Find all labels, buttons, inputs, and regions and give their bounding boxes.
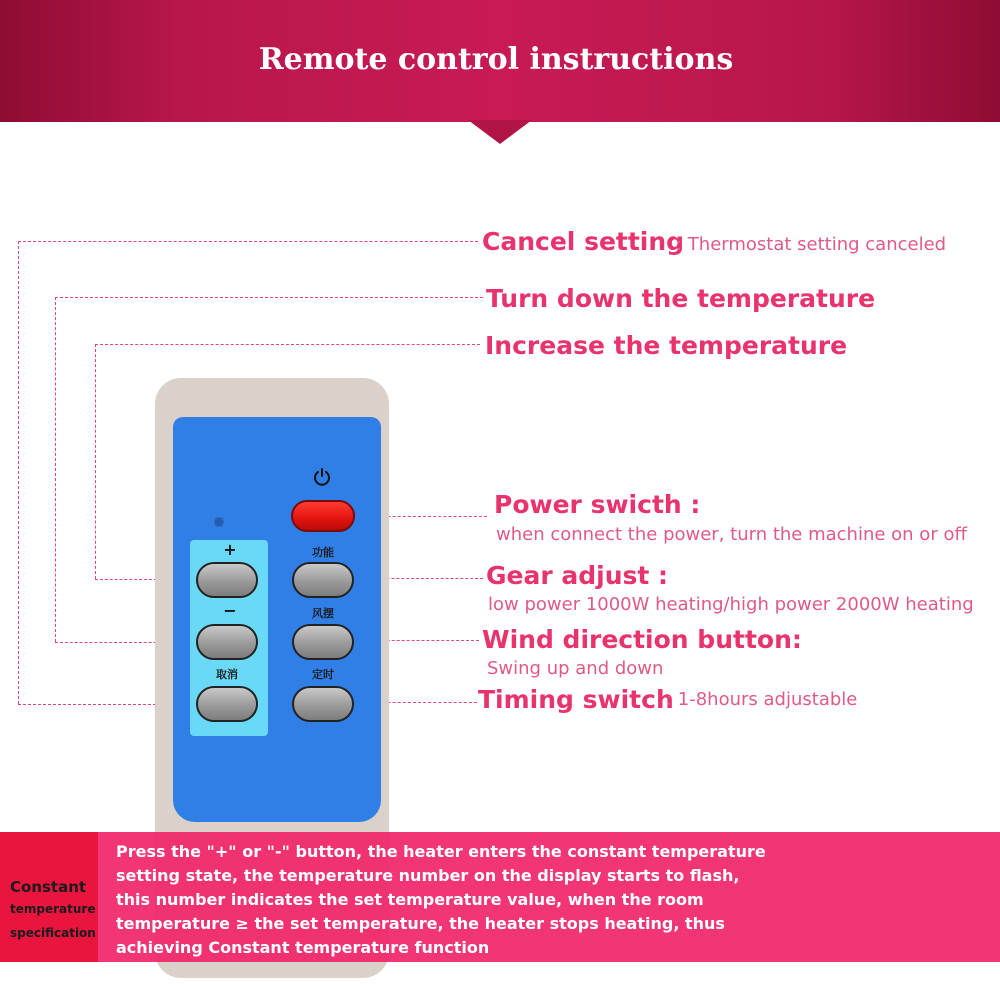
gear-button[interactable] [292,562,354,598]
callout-power-desc: when connect the power, turn the machine on or off [496,524,967,545]
spec-label-line3: specification [10,926,96,940]
spec-description [116,840,856,960]
callout-turn-down-title: Turn down the temperature [486,284,876,313]
indicator-led [214,517,224,527]
cancel-button[interactable] [196,686,258,722]
leader-down-h [55,297,483,298]
callout-power-title: Power swicth : [494,490,701,519]
callout-increase-title: Increase the temperature [485,331,848,360]
spec-line: this number indicates the set temperature value, when the room [116,890,704,909]
spec-line: achieving Constant temperature function [116,938,490,957]
spec-line: Press the "+" or "-" button, the heater enters the constant temperature [116,842,766,861]
leader-up-v [95,344,96,579]
spec-line: setting state, the temperature number on the display starts to flash, [116,866,740,885]
callout-wind-desc: Swing up and down [487,658,664,679]
spec-label-panel [0,832,98,962]
power-button[interactable] [291,500,355,532]
cancel-label: 取消 [216,668,238,681]
power-icon [313,468,331,486]
leader-cancel-h [18,241,478,242]
callout-cancel-title: Cancel setting [482,227,685,256]
timing-button[interactable] [292,686,354,722]
timer-label: 定时 [312,668,334,681]
banner-notch [468,120,532,144]
leader-up-h [95,344,480,345]
spec-line: temperature ≥ the set temperature, the heater stops heating, thus [116,914,725,933]
plus-button[interactable] [196,562,258,598]
plus-label: + [223,540,237,559]
callout-gear-desc: low power 1000W heating/high power 2000W heating [488,594,974,615]
callout-gear-title: Gear adjust : [486,561,669,590]
leader-cancel-v [18,241,19,704]
wind-direction-button[interactable] [292,624,354,660]
callout-cancel-desc: : Thermostat setting canceled [676,234,947,255]
callout-timing-title: Timing switch [478,685,674,714]
callout-wind-title: Wind direction button: [482,625,802,654]
spec-label-line1: Constant [10,878,87,896]
wind-label: 风摆 [312,607,334,620]
function-label: 功能 [312,546,334,559]
minus-label: − [223,601,237,620]
page-title: Remote control instructions [258,42,734,77]
minus-button[interactable] [196,624,258,660]
leader-down-v [55,297,56,642]
callout-timing-desc: : 1-8hours adjustable [666,689,858,710]
spec-label-line2: temperature [10,902,96,916]
